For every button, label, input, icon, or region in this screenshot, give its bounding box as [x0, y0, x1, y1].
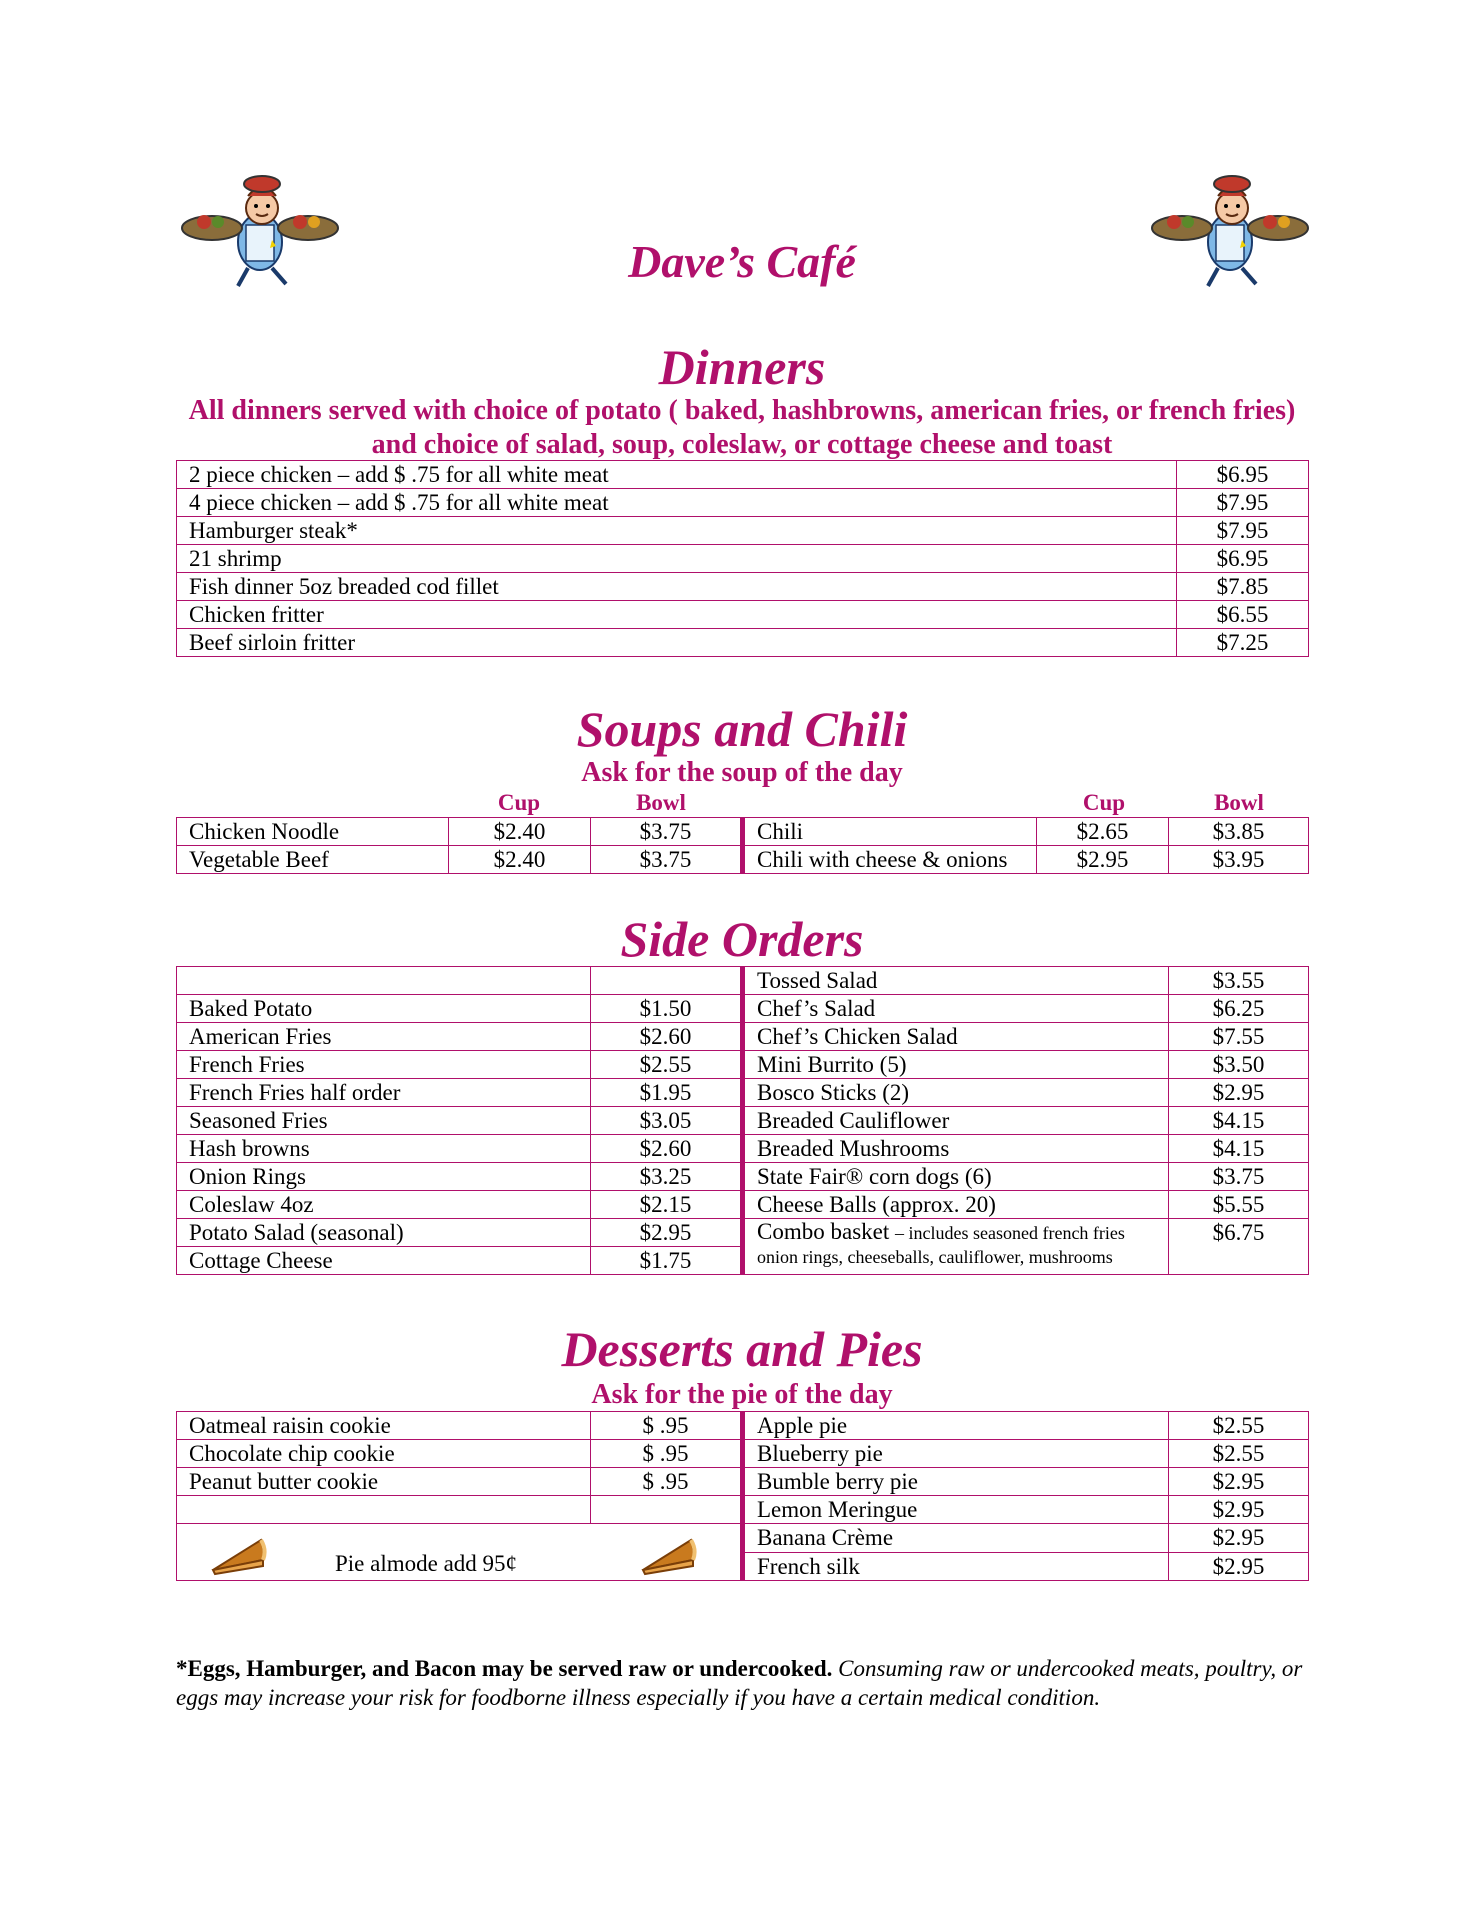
soups-cup-header: Cup — [497, 790, 541, 815]
table-row — [177, 1468, 1309, 1496]
pie-price: $2.55 — [1169, 1440, 1309, 1468]
table-row — [177, 1163, 1309, 1191]
combo-basket-desc: – includes seasoned french fries — [895, 1223, 1125, 1243]
soup-bowl-price: $3.75 — [591, 846, 743, 874]
menu-item-price: $6.55 — [1177, 601, 1309, 629]
cafe-title: Dave’s Café — [628, 236, 856, 287]
menu-item-name: Hamburger steak* — [177, 517, 1177, 545]
side-price: $1.50 — [591, 995, 743, 1023]
soup-name: Chicken Noodle — [177, 818, 449, 846]
menu-item-price: $7.95 — [1177, 489, 1309, 517]
menu-item-price: $6.95 — [1177, 461, 1309, 489]
side-price: $1.75 — [591, 1247, 743, 1275]
side-name: State Fair® corn dogs (6) — [743, 1163, 1169, 1191]
side-name: Seasoned Fries — [177, 1107, 591, 1135]
side-price: $3.25 — [591, 1163, 743, 1191]
table-row — [177, 818, 1309, 846]
sides-table — [176, 966, 1309, 1275]
soup-cup-price: $2.40 — [449, 846, 591, 874]
side-price: $2.15 — [591, 1191, 743, 1219]
table-row — [177, 995, 1309, 1023]
chili-bowl-price: $3.85 — [1169, 818, 1309, 846]
side-name: Chef’s Salad — [743, 995, 1169, 1023]
side-name: Tossed Salad — [743, 967, 1169, 995]
food-safety-notice — [176, 1654, 1316, 1712]
pie-name: Apple pie — [743, 1412, 1169, 1440]
menu-item-name: Chicken fritter — [177, 601, 1177, 629]
table-row — [177, 846, 1309, 874]
side-price: $4.15 — [1169, 1107, 1309, 1135]
chili-name: Chili — [743, 818, 1037, 846]
menu-item-name: 2 piece chicken – add $ .75 for all white meat — [177, 461, 1177, 489]
side-name: Coleslaw 4oz — [177, 1191, 591, 1219]
side-name: Breaded Mushrooms — [743, 1135, 1169, 1163]
table-row — [177, 517, 1309, 545]
side-price: $2.95 — [591, 1219, 743, 1247]
side-price: $5.55 — [1169, 1191, 1309, 1219]
desserts-note: Ask for the pie of the day — [591, 1379, 893, 1410]
dinners-note: All dinners served with choice of potato ( baked, hashbrowns, american fries, or french fries) and choice of salad, soup, coleslaw, or cottage cheese and toast — [188, 395, 1296, 460]
side-price: $6.25 — [1169, 995, 1309, 1023]
combo-basket-desc-line2: onion rings, cheeseballs, cauliflower, mushrooms — [757, 1247, 1113, 1267]
table-row — [177, 1191, 1309, 1219]
combo-basket-price: $6.75 — [1169, 1219, 1309, 1275]
chili-bowl-price: $3.95 — [1169, 846, 1309, 874]
soups-note: Ask for the soup of the day — [581, 757, 903, 788]
dessert-name: Oatmeal raisin cookie — [177, 1412, 591, 1440]
side-price: $2.95 — [1169, 1079, 1309, 1107]
side-name: Mini Burrito (5) — [743, 1051, 1169, 1079]
table-row — [177, 629, 1309, 657]
side-name: Breaded Cauliflower — [743, 1107, 1169, 1135]
dessert-name: Peanut butter cookie — [177, 1468, 591, 1496]
pie-alamode-cell — [177, 1524, 743, 1581]
pie-price: $2.55 — [1169, 1412, 1309, 1440]
side-price: $4.15 — [1169, 1135, 1309, 1163]
pie-name: French silk — [743, 1552, 1169, 1581]
pie-alamode-text: Pie almode add 95¢ — [335, 1551, 518, 1576]
dessert-name: Chocolate chip cookie — [177, 1440, 591, 1468]
side-price: $2.55 — [591, 1051, 743, 1079]
combo-basket-cell — [743, 1219, 1169, 1275]
chili-bowl-header: Bowl — [1214, 790, 1264, 815]
dessert-price: $ .95 — [591, 1468, 743, 1496]
table-row — [177, 1107, 1309, 1135]
notice-italic: Consuming raw or undercooked meats, poultry, or eggs may increase your risk for foodborne illness especially if you have a certain medical condition. — [176, 1656, 1303, 1710]
table-row — [177, 545, 1309, 573]
side-name: Baked Potato — [177, 995, 591, 1023]
menu-item-price: $7.95 — [1177, 517, 1309, 545]
side-price: $3.55 — [1169, 967, 1309, 995]
table-row — [177, 573, 1309, 601]
soups-title: Soups and Chili — [576, 701, 908, 757]
soups-bowl-header: Bowl — [636, 790, 686, 815]
pie-name: Banana Crème — [743, 1524, 1169, 1553]
soup-name: Vegetable Beef — [177, 846, 449, 874]
side-price: $7.55 — [1169, 1023, 1309, 1051]
dinners-table — [176, 460, 1309, 657]
chili-name: Chili with cheese & onions — [743, 846, 1037, 874]
soup-cup-price: $2.40 — [449, 818, 591, 846]
side-name: American Fries — [177, 1023, 591, 1051]
side-price: $1.95 — [591, 1079, 743, 1107]
pie-slice-icon — [637, 1530, 697, 1581]
side-name: French Fries half order — [177, 1079, 591, 1107]
dinners-title: Dinners — [658, 339, 826, 395]
pie-price: $2.95 — [1169, 1496, 1309, 1524]
table-row — [177, 1496, 1309, 1524]
menu-item-price: $6.95 — [1177, 545, 1309, 573]
menu-item-name: Fish dinner 5oz breaded cod fillet — [177, 573, 1177, 601]
side-price: $3.50 — [1169, 1051, 1309, 1079]
dessert-name — [177, 1496, 591, 1524]
table-row — [177, 489, 1309, 517]
pie-price: $2.95 — [1169, 1468, 1309, 1496]
pie-name: Bumble berry pie — [743, 1468, 1169, 1496]
soups-table — [176, 817, 1309, 874]
dessert-price: $ .95 — [591, 1412, 743, 1440]
side-name: French Fries — [177, 1051, 591, 1079]
side-name: Potato Salad (seasonal) — [177, 1219, 591, 1247]
chili-cup-price: $2.65 — [1037, 818, 1169, 846]
side-price: $3.75 — [1169, 1163, 1309, 1191]
table-row — [177, 1440, 1309, 1468]
table-row — [177, 1051, 1309, 1079]
side-name — [177, 967, 591, 995]
pie-price: $2.95 — [1169, 1524, 1309, 1553]
pie-slice-icon — [207, 1530, 267, 1581]
menu-item-price: $7.85 — [1177, 573, 1309, 601]
side-name: Chef’s Chicken Salad — [743, 1023, 1169, 1051]
side-price: $2.60 — [591, 1135, 743, 1163]
menu-item-name: Beef sirloin fritter — [177, 629, 1177, 657]
side-name: Hash browns — [177, 1135, 591, 1163]
notice-bold: *Eggs, Hamburger, and Bacon may be served raw or undercooked. — [176, 1656, 833, 1681]
soup-bowl-price: $3.75 — [591, 818, 743, 846]
chili-cup-price: $2.95 — [1037, 846, 1169, 874]
pie-name: Blueberry pie — [743, 1440, 1169, 1468]
table-row — [177, 1135, 1309, 1163]
combo-basket-name: Combo basket — [757, 1219, 890, 1244]
table-row — [177, 461, 1309, 489]
table-row — [177, 967, 1309, 995]
desserts-title: Desserts and Pies — [561, 1321, 923, 1377]
table-row — [177, 1524, 1309, 1553]
side-price — [591, 967, 743, 995]
menu-item-name: 21 shrimp — [177, 545, 1177, 573]
side-name: Onion Rings — [177, 1163, 591, 1191]
pie-price: $2.95 — [1169, 1552, 1309, 1581]
dessert-price: $ .95 — [591, 1440, 743, 1468]
menu-item-name: 4 piece chicken – add $ .75 for all white meat — [177, 489, 1177, 517]
table-row — [177, 601, 1309, 629]
dessert-price — [591, 1496, 743, 1524]
menu-item-price: $7.25 — [1177, 629, 1309, 657]
table-row — [177, 1023, 1309, 1051]
chili-cup-header: Cup — [1082, 790, 1126, 815]
side-price: $2.60 — [591, 1023, 743, 1051]
side-price: $3.05 — [591, 1107, 743, 1135]
side-name: Cottage Cheese — [177, 1247, 591, 1275]
table-row — [177, 1219, 1309, 1247]
sides-title: Side Orders — [620, 911, 864, 967]
table-row — [177, 1412, 1309, 1440]
side-name: Bosco Sticks (2) — [743, 1079, 1169, 1107]
side-name: Cheese Balls (approx. 20) — [743, 1191, 1169, 1219]
pie-name: Lemon Meringue — [743, 1496, 1169, 1524]
table-row — [177, 1079, 1309, 1107]
desserts-table — [176, 1411, 1309, 1581]
